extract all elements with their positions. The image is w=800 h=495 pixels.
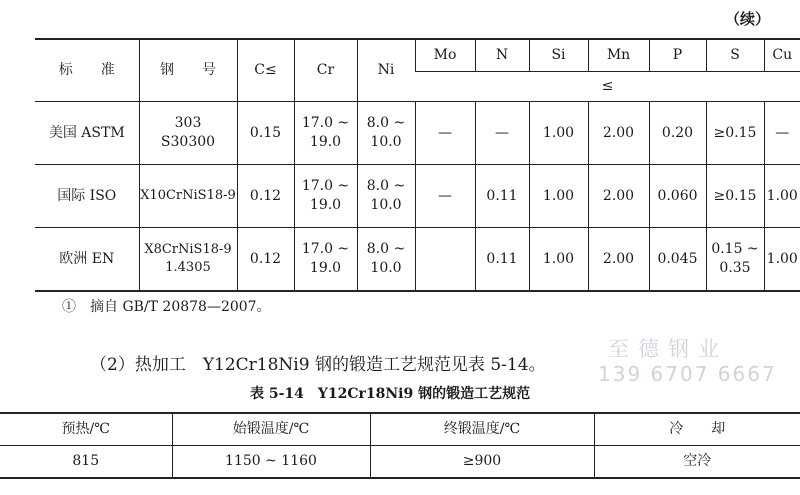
row-si: 1.00 [529, 228, 588, 292]
row-standard: 欧洲 EN [35, 228, 139, 292]
watermark-phone: 139 6707 6667 [598, 362, 777, 386]
header-cu: Cu [764, 39, 800, 72]
forging-table [0, 412, 800, 479]
table-row [35, 165, 800, 228]
forge-header-finish-temp: 终锻温度/℃ [370, 413, 594, 446]
row-s: ≥0.15 [706, 165, 764, 228]
row-standard: 美国 ASTM [35, 102, 139, 165]
row-cu: 1.00 [764, 228, 800, 292]
row-cr: 17.0 ~ 19.0 [294, 165, 357, 228]
row-cu: — [764, 102, 800, 165]
continued-label: （续） [725, 10, 771, 28]
header-le: ≤ [415, 72, 800, 102]
row-cu: 1.00 [764, 165, 800, 228]
header-mn: Mn [588, 39, 649, 72]
row-mo: — [415, 165, 475, 228]
table-row [35, 228, 800, 292]
header-c: C≤ [237, 39, 294, 102]
row-c: 0.15 [237, 102, 294, 165]
table-title: 表 5-14 Y12Cr18Ni9 钢的锻造工艺规范 [250, 386, 531, 402]
forge-header-cooling: 冷 却 [594, 413, 800, 446]
row-grade: X8CrNiS18-9 1.4305 [139, 228, 237, 292]
header-mo: Mo [415, 39, 475, 72]
row-p: 0.20 [649, 102, 706, 165]
row-mn: 2.00 [588, 228, 649, 292]
row-grade: 303 S30300 [139, 102, 237, 165]
row-ni: 8.0 ~ 10.0 [357, 165, 415, 228]
row-c: 0.12 [237, 228, 294, 292]
composition-table [35, 38, 800, 292]
row-mn: 2.00 [588, 102, 649, 165]
header-cr: Cr [294, 39, 357, 102]
row-s: ≥0.15 [706, 102, 764, 165]
header-standard: 标 准 [35, 39, 139, 102]
header-s: S [706, 39, 764, 72]
row-p: 0.060 [649, 165, 706, 228]
row-grade: X10CrNiS18-9 [139, 165, 237, 228]
watermark-company: 至德钢业 [608, 337, 728, 361]
row-mo: — [415, 102, 475, 165]
forge-value-start-temp: 1150 ~ 1160 [172, 446, 370, 479]
header-si: Si [529, 39, 588, 72]
header-p: P [649, 39, 706, 72]
section-heading: （2）热加工 Y12Cr18Ni9 钢的锻造工艺规范见表 5-14。 [90, 355, 546, 375]
forge-header-start-temp: 始锻温度/℃ [172, 413, 370, 446]
header-steel-grade: 钢 号 [139, 39, 237, 102]
row-ni: 8.0 ~ 10.0 [357, 102, 415, 165]
row-s: 0.15 ~ 0.35 [706, 228, 764, 292]
row-p: 0.045 [649, 228, 706, 292]
table-row [0, 446, 800, 479]
row-c: 0.12 [237, 165, 294, 228]
row-cr: 17.0 ~ 19.0 [294, 102, 357, 165]
forge-header-preheat: 预热/℃ [0, 413, 172, 446]
forge-value-cooling: 空冷 [594, 446, 800, 479]
table-row [35, 102, 800, 165]
forge-value-preheat: 815 [0, 446, 172, 479]
header-n: N [475, 39, 529, 72]
row-n: 0.11 [475, 228, 529, 292]
row-mo [415, 228, 475, 292]
header-ni: Ni [357, 39, 415, 102]
row-n: 0.11 [475, 165, 529, 228]
row-n: — [475, 102, 529, 165]
row-cr: 17.0 ~ 19.0 [294, 228, 357, 292]
row-standard: 国际 ISO [35, 165, 139, 228]
row-mn: 2.00 [588, 165, 649, 228]
row-ni: 8.0 ~ 10.0 [357, 228, 415, 292]
row-si: 1.00 [529, 102, 588, 165]
row-si: 1.00 [529, 165, 588, 228]
forge-value-finish-temp: ≥900 [370, 446, 594, 479]
footnote: ① 摘自 GB/T 20878—2007。 [62, 299, 271, 315]
